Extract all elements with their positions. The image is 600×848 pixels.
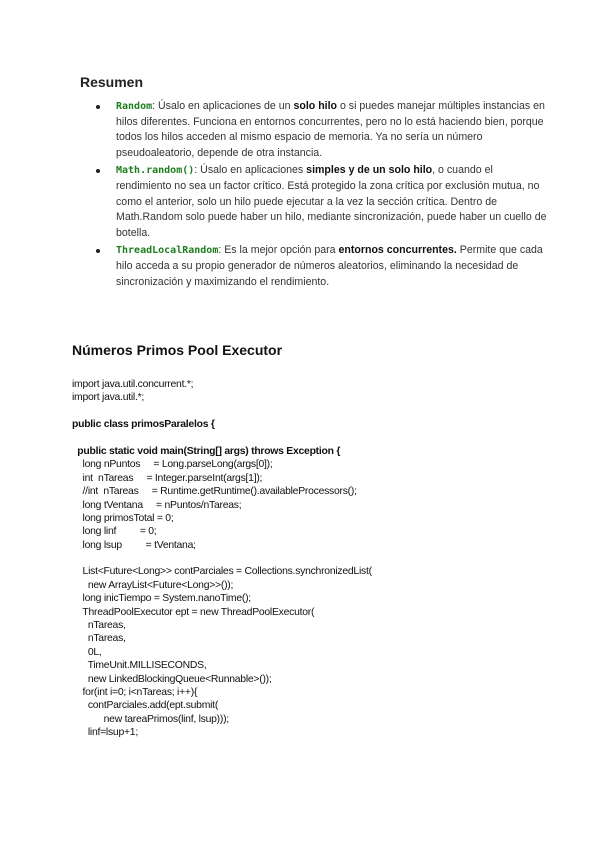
code-block [72, 378, 552, 740]
section-title: Números Primos Pool Executor [72, 342, 283, 358]
code-line: nTareas, [72, 620, 126, 632]
code-line: long primosTotal = 0; [72, 512, 174, 524]
code-line: int nTareas = Integer.parseInt(args[1]); [72, 472, 263, 484]
summary-title: Resumen [80, 74, 144, 90]
code-line: ThreadPoolExecutor ept = new ThreadPoolExecutor( [72, 606, 315, 618]
summary-bullet-list [80, 99, 550, 290]
bullet-emphasis: entornos concurrentes. [338, 244, 457, 257]
bullet-text: : Úsalo en aplicaciones de un [152, 100, 294, 112]
code-line: TimeUnit.MILLISECONDS, [72, 660, 207, 672]
code-line: 0L, [72, 646, 102, 658]
code-line [72, 405, 552, 418]
code-line: //int nTareas = Runtime.getRuntime().availableProcessors(); [72, 486, 357, 498]
code-line: nTareas, [72, 633, 126, 645]
code-line: import java.util.concurrent.*; [72, 379, 194, 390]
bullet-dot-icon [96, 105, 100, 109]
code-line: long tVentana = nPuntos/nTareas; [72, 499, 242, 511]
code-line: long inicTiempo = System.nanoTime(); [72, 593, 251, 605]
code-line: public static void main(String[] args) throws Exception { [72, 445, 341, 457]
bullet-term: Math.random() [116, 165, 195, 177]
bullet-term: ThreadLocalRandom [116, 245, 219, 257]
code-line: List<Future<Long>> contParciales = Collections.synchronizedList( [72, 566, 372, 578]
code-line: public class primosParalelos { [72, 419, 215, 431]
summary-bullet [80, 243, 550, 290]
code-line: linf=lsup+1; [72, 727, 138, 739]
code-line: for(int i=0; i<nTareas; i++){ [72, 686, 198, 698]
code-line: contParciales.add(ept.submit( [72, 700, 219, 712]
code-line [72, 552, 552, 565]
summary-bullet [80, 163, 550, 241]
code-line [72, 432, 552, 445]
bullet-text: o si puedes manejar múltiples instancias en hilos diferentes. Funciona en entornos concurrentes, pero no lo está haciendo bien, porque todos los hilos acceden al mismo espacio de memoria. Ya no sería un número pseudoaleatorio, depende de otra instancia. [116, 100, 545, 159]
bullet-text: , o cuando el rendimiento no sea un factor crítico. Está protegido la zona crítica por exclusión mutua, no como el anterior, solo un hilo puede ejecutar a la vez la sección crítica. Dentro de Math.Random solo puede haber un hilo, mediante sincronización, puede haber un cuello de botella. [116, 164, 547, 239]
bullet-dot-icon [96, 169, 100, 173]
code-line: long nPuntos = Long.parseLong(args[0]); [72, 459, 273, 471]
bullet-text: : Úsalo en aplicaciones [194, 164, 307, 177]
code-line: new ArrayList<Future<Long>>()); [72, 579, 234, 591]
bullet-text: Permite que cada hilo acceda a su propio generador de números aleatorios, eliminando la necesidad de sincronización y maximizando el rendimiento. [116, 244, 543, 288]
bullet-dot-icon [96, 249, 100, 253]
bullet-emphasis: simples y de un solo hilo [306, 164, 433, 177]
bullet-term: Random [116, 101, 153, 112]
code-line: long lsup = tVentana; [72, 539, 196, 551]
code-line: long linf = 0; [72, 526, 157, 538]
bullet-emphasis: solo hilo [293, 100, 338, 112]
code-line: new LinkedBlockingQueue<Runnable>()); [72, 673, 272, 685]
summary-bullet [80, 99, 550, 161]
code-line: new tareaPrimos(linf, lsup))); [72, 713, 229, 725]
code-line: import java.util.*; [72, 392, 145, 404]
summary-section [80, 74, 550, 292]
bullet-text: : Es la mejor opción para [218, 244, 339, 257]
